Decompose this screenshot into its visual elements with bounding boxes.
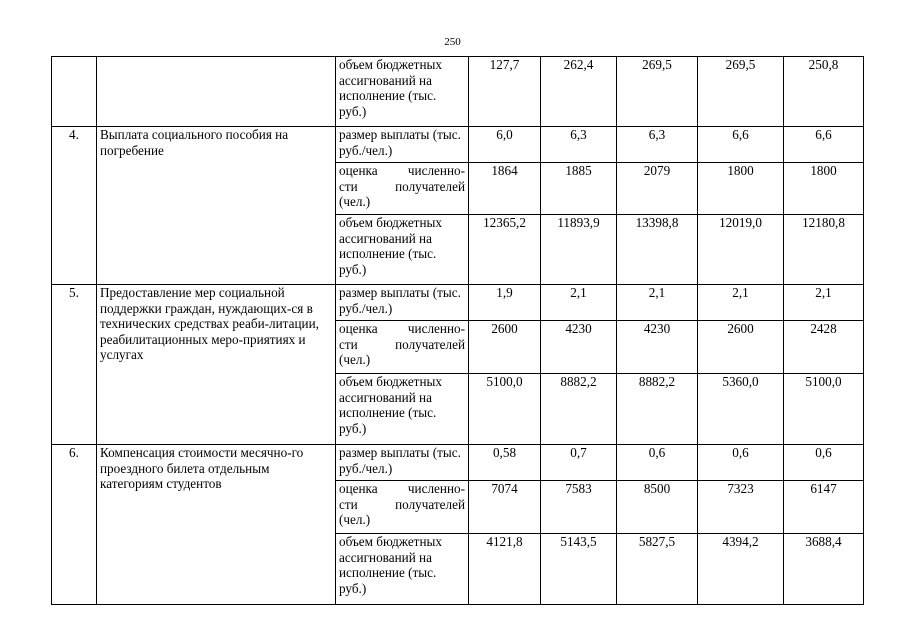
value-cell: 6147 <box>784 481 864 534</box>
row-number: 4. <box>52 127 97 285</box>
value-cell: 6,6 <box>698 127 784 163</box>
value-cell: 1800 <box>698 163 784 215</box>
value-cell: 5827,5 <box>617 534 698 605</box>
measure-name: Выплата социального пособия на погребение <box>97 127 336 285</box>
value-cell: 2428 <box>784 321 864 374</box>
budget-table <box>51 56 864 605</box>
value-cell: 127,7 <box>469 57 541 127</box>
value-cell: 6,0 <box>469 127 541 163</box>
measure-name <box>97 57 336 127</box>
row-number: 6. <box>52 445 97 605</box>
indicator-label: размер выплаты (тыс. руб./чел.) <box>336 285 469 321</box>
measure-name: Компенсация стоимости месячно-го проездного билета отдельным категориям студентов <box>97 445 336 605</box>
value-cell: 2600 <box>698 321 784 374</box>
indicator-label: объем бюджетных ассигнований на исполнение (тыс. руб.) <box>336 57 469 127</box>
value-cell: 1885 <box>541 163 617 215</box>
indicator-label-line: сти получателей <box>339 178 465 194</box>
value-cell: 0,6 <box>617 445 698 481</box>
value-cell: 6,3 <box>617 127 698 163</box>
value-cell: 6,6 <box>784 127 864 163</box>
indicator-label-line: оценка численно- <box>339 163 465 178</box>
value-cell: 2,1 <box>698 285 784 321</box>
value-cell: 8882,2 <box>541 374 617 445</box>
indicator-label-line: сти получателей <box>339 496 465 512</box>
value-cell: 269,5 <box>617 57 698 127</box>
value-cell: 0,6 <box>784 445 864 481</box>
indicator-label-line: оценка численно- <box>339 321 465 336</box>
value-cell: 7323 <box>698 481 784 534</box>
value-cell: 8882,2 <box>617 374 698 445</box>
value-cell: 4230 <box>617 321 698 374</box>
value-cell: 3688,4 <box>784 534 864 605</box>
value-cell: 5100,0 <box>469 374 541 445</box>
value-cell: 269,5 <box>698 57 784 127</box>
indicator-label-line: (чел.) <box>339 512 371 527</box>
value-cell: 0,7 <box>541 445 617 481</box>
value-cell: 4230 <box>541 321 617 374</box>
indicator-label-line: (чел.) <box>339 352 371 367</box>
value-cell: 6,3 <box>541 127 617 163</box>
table-row <box>52 127 864 163</box>
indicator-label: объем бюджетных ассигнований на исполнение (тыс. руб.) <box>336 215 469 285</box>
value-cell: 2600 <box>469 321 541 374</box>
value-cell: 8500 <box>617 481 698 534</box>
value-cell: 1,9 <box>469 285 541 321</box>
measure-name: Предоставление мер социальной поддержки граждан, нуждающих-ся в технических средствах реаби-литации, реабилитационных меро-приятиях и услугах <box>97 285 336 445</box>
value-cell: 5360,0 <box>698 374 784 445</box>
indicator-label-line: оценка численно- <box>339 481 465 496</box>
value-cell: 262,4 <box>541 57 617 127</box>
indicator-label: размер выплаты (тыс. руб./чел.) <box>336 445 469 481</box>
value-cell: 4394,2 <box>698 534 784 605</box>
value-cell: 0,6 <box>698 445 784 481</box>
indicator-label: объем бюджетных ассигнований на исполнение (тыс. руб.) <box>336 534 469 605</box>
value-cell: 2079 <box>617 163 698 215</box>
row-number <box>52 57 97 127</box>
value-cell: 7583 <box>541 481 617 534</box>
indicator-label <box>336 163 469 215</box>
value-cell: 2,1 <box>617 285 698 321</box>
value-cell: 12365,2 <box>469 215 541 285</box>
indicator-label: размер выплаты (тыс. руб./чел.) <box>336 127 469 163</box>
value-cell: 13398,8 <box>617 215 698 285</box>
value-cell: 12180,8 <box>784 215 864 285</box>
indicator-label: объем бюджетных ассигнований на исполнение (тыс. руб.) <box>336 374 469 445</box>
value-cell: 7074 <box>469 481 541 534</box>
value-cell: 5100,0 <box>784 374 864 445</box>
value-cell: 4121,8 <box>469 534 541 605</box>
value-cell: 1864 <box>469 163 541 215</box>
indicator-label <box>336 481 469 534</box>
indicator-label-line: сти получателей <box>339 336 465 352</box>
table-row <box>52 285 864 321</box>
value-cell: 12019,0 <box>698 215 784 285</box>
value-cell: 250,8 <box>784 57 864 127</box>
value-cell: 5143,5 <box>541 534 617 605</box>
row-number: 5. <box>52 285 97 445</box>
value-cell: 2,1 <box>541 285 617 321</box>
table-row <box>52 445 864 481</box>
value-cell: 11893,9 <box>541 215 617 285</box>
value-cell: 0,58 <box>469 445 541 481</box>
value-cell: 1800 <box>784 163 864 215</box>
indicator-label <box>336 321 469 374</box>
value-cell: 2,1 <box>784 285 864 321</box>
table-row <box>52 57 864 127</box>
page-number: 250 <box>444 36 461 48</box>
indicator-label-line: (чел.) <box>339 194 371 209</box>
